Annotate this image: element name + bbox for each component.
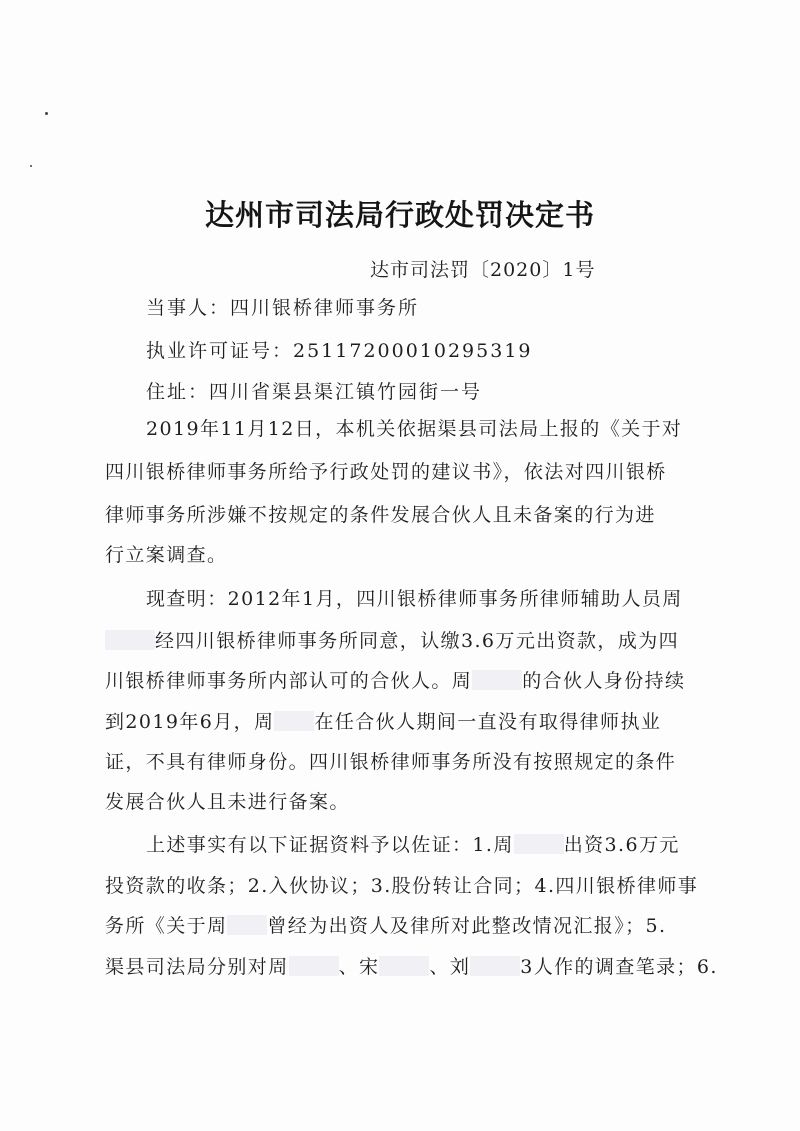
redacted-name <box>472 670 522 690</box>
document-number: 达市司法罚〔2020〕1号 <box>370 259 596 281</box>
paragraph-2-line-3 <box>105 669 685 693</box>
paragraph-3-line-4-text-b: 、宋 <box>338 956 380 978</box>
paragraph-2-line-2 <box>105 629 679 653</box>
paragraph-3-line-4 <box>105 955 718 979</box>
scan-speck <box>30 165 32 167</box>
redacted-name <box>105 630 155 650</box>
paragraph-2-line-4 <box>105 710 661 734</box>
paragraph-1-line-4: 行立案调查。 <box>105 544 228 566</box>
redacted-name <box>289 956 339 976</box>
paragraph-2-line-5: 证，不具有律师身份。四川银桥律师事务所没有按照规定的条件 <box>105 751 677 773</box>
paragraph-2-line-1: 现查明：2012年1月，四川银桥律师事务所律师辅助人员周 <box>146 588 683 610</box>
paragraph-3-line-1-text-a: 上述事实有以下证据资料予以佐证：1.周 <box>146 834 514 856</box>
redacted-name <box>514 834 564 854</box>
party-name: 当事人：四川银桥律师事务所 <box>146 297 420 319</box>
paragraph-3-line-3-text-a: 务所《关于周 <box>105 915 228 937</box>
paragraph-3-line-4-text-d: 3人作的调查笔录；6. <box>520 956 718 978</box>
paragraph-1-line-3: 律师事务所涉嫌不按规定的条件发展合伙人且未备案的行为进 <box>105 504 656 526</box>
paragraph-2-line-3-text-b: 的合伙人身份持续 <box>522 670 686 692</box>
paragraph-1-line-1: 2019年11月12日，本机关依据渠县司法局上报的《关于对 <box>146 418 683 440</box>
redacted-name <box>227 915 267 935</box>
paragraph-2-line-3-text-a: 川银桥律师事务所内部认可的合伙人。周 <box>105 670 473 692</box>
redacted-name <box>470 956 520 976</box>
paragraph-1-line-2: 四川银桥律师事务所给予行政处罚的建议书》，依法对四川银桥 <box>105 461 667 483</box>
paragraph-2-line-2-text: 经四川银桥律师事务所同意，认缴3.6万元出资款，成为四 <box>155 630 680 652</box>
paragraph-3-line-1-text-b: 出资3.6万元 <box>563 834 680 856</box>
redacted-name <box>379 956 429 976</box>
party-address: 住址：四川省渠县渠江镇竹园街一号 <box>146 381 483 403</box>
paragraph-3-line-4-text-a: 渠县司法局分别对周 <box>105 956 289 978</box>
paragraph-2-line-4-text-a: 到2019年6月，周 <box>105 711 275 733</box>
paragraph-3-line-1 <box>146 833 680 857</box>
paragraph-3-line-2: 投资款的收条；2.入伙协议；3.股份转让合同；4.四川银桥律师事 <box>105 875 699 897</box>
paragraph-3-line-3 <box>105 914 666 938</box>
scan-speck <box>45 112 48 115</box>
paragraph-3-line-3-text-b: 曾经为出资人及律所对此整改情况汇报》；5. <box>267 915 667 937</box>
document-title: 达州市司法局行政处罚决定书 <box>204 198 595 232</box>
license-number: 执业许可证号：25117200010295319 <box>146 340 533 362</box>
paragraph-2-line-4-text-b: 在任合伙人期间一直没有取得律师执业 <box>314 711 662 733</box>
paragraph-3-line-4-text-c: 、刘 <box>429 956 471 978</box>
paragraph-2-line-6: 发展合伙人且未进行备案。 <box>105 791 350 813</box>
redacted-name <box>274 711 314 731</box>
